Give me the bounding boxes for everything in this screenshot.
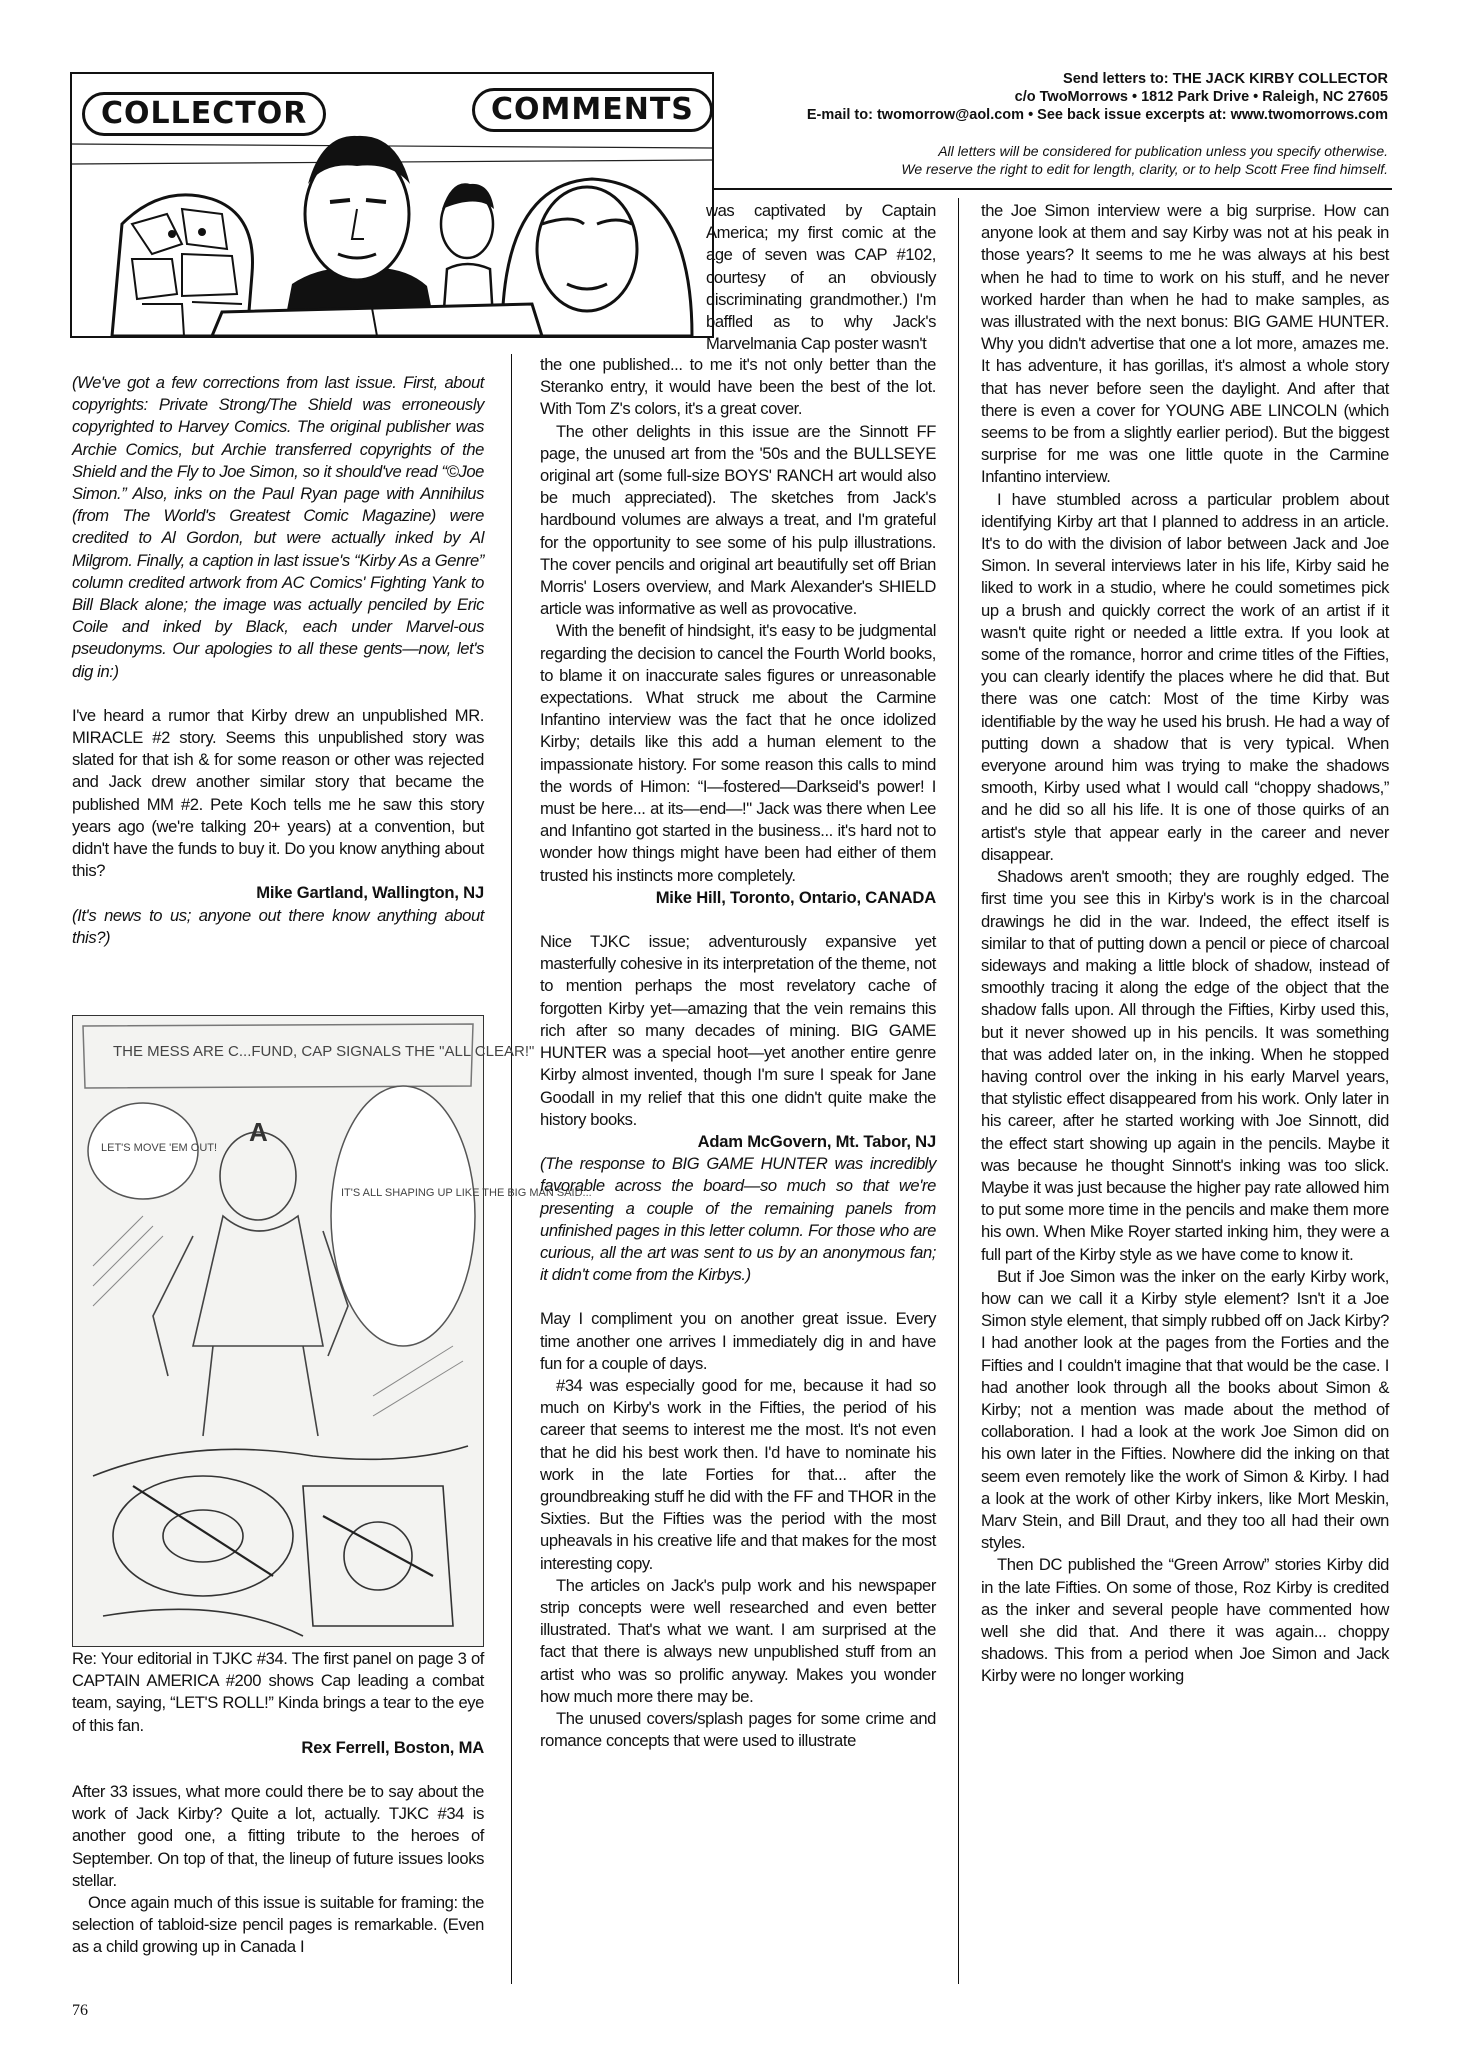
send-letters-block (720, 70, 1388, 124)
signature-ferrell: Rex Ferrell, Boston, MA (301, 1737, 484, 1757)
art-balloon-left: LET'S MOVE 'EM OUT! (101, 1142, 218, 1154)
letter-ferrell: Re: Your editorial in TJKC #34. The first panel on page 3 of CAPTAIN AMERICA #200 shows Cap leading a combat team, saying, “LET'S ROLL!” Kinda brings a tear to the eye of this fan. (72, 1649, 484, 1735)
letter-hill-p3: With the benefit of hindsight, it's easy to be judgmental regarding the decision to cancel the Fourth World books, to blame it on inaccurate sales figures or unreasonable expectations. What struck me about the Carmine Infantino interview was the fact that he once idolized Kirby; details like this add a human element to the impassionate history. For some reason this calls to mind the words of Himon: “I—fostered—Darkseid's power! I must be here... at its—end—!" Jack was there when Lee and Infantino got started in the business... it's hard not to wonder how things might have been had either of them trusted his instincts more completely. (540, 621, 936, 885)
letter-fifties-p3: The articles on Jack's pulp work and his newspaper strip concepts were well researched and even better illustrated. That's what we want. I am surprised at the fact that there is always new unpublished stuff from an artist who was so prolific anyway. Makes you wonder how much more there may be. (540, 1575, 936, 1706)
letter-fifties-p5: the Joe Simon interview were a big surprise. How can anyone look at them and say Kirby was not at his peak in those years? It seems to me he was always at his best when he had to time to work on his stuff, and he never worked harder than when he had to make samples, as was illustrated with the next bonus: BIG GAME HUNTER. Why you didn't advertise that one a lot more, amazes me. It has adventure, it has gorillas, it's almost a whole story that has never before seen the daylight. And after that there is even a cover for YOUNG ABE LINCOLN (which seems to be from a slightly earlier period). But the biggest surprise for me was one little quote in the Carmine Infantino interview. (981, 201, 1389, 487)
svg-text:A: A (249, 1117, 268, 1147)
letter-fifties-p7: Shadows aren't smooth; they are roughly edged. The first time you see this in Kirby's work is in the charcoal drawings he did in the war. Indeed, the effect itself is similar to that of putting down a pencil or piece of charcoal sideways and making a little block of shadow, instead of smoothly tracing it along the edge of the object that the shadow falls upon. All through the Fifties, Kirby used this, but it never showed up in his pencils. It was something that was added later on, in the inking. When he stopped having control over the inking in his early Marvel years, that stylistic effect disappeared from his work. Only later in his career, after he started working with Joe Sinnott, did the effect start showing up again in the pencils. Maybe it was because he thought Sinnott's inking was too slick. Maybe it was just because the higher pay rate allowed him to put some more time in the pencils and make them more his own. When Mike Royer started inking him, they were a full part of the Kirby style as we have come to know it. (981, 867, 1389, 1264)
column-1 (72, 372, 484, 949)
art-balloon-right: IT'S ALL SHAPING UP LIKE THE BIG MAN SAID... (341, 1187, 592, 1199)
policy-line-2: We reserve the right to edit for length, clarity, or to help Scott Free find himself. (901, 161, 1388, 177)
letter-fifties-p2: #34 was especially good for me, because it had so much on Kirby's work in the Fifties, the period of his career that seems to interest me the most. It's not even that he did his best work then. I'd have to nominate his work in the late Forties for that... after the groundbreaking stuff he did with the FF and THOR in the Sixties. But the Fifties was the period with the most upheavals in his creative life and that makes for the most interesting copy. (540, 1375, 936, 1573)
column-3 (981, 200, 1389, 1688)
letter-fifties-p9: Then DC published the “Green Arrow” stories Kirby did in the late Fifties. On some of those, Roz Kirby is credited as the inker and several people have commented how well she did that. And there it was again... choppy shadows. This from a period when Joe Simon and Jack Kirby were no longer working (981, 1555, 1389, 1686)
letter-canada-p2: Once again much of this issue is suitable for framing: the selection of tabloid-size pencil pages is remarkable. (Even as a child growing up in Canada I (72, 1893, 484, 1957)
column-2-top (706, 200, 936, 355)
reply-mcgovern: (The response to BIG GAME HUNTER was incredibly favorable across the board—so much so that we're presenting a couple of the remaining panels from unfinished pages in this letter column. For those who are curious, all the art was sent to us by an anonymous fan; it didn't come from the Kirbys.) (540, 1154, 936, 1285)
letter-mcgovern: Nice TJKC issue; adventurously expansive yet masterfully cohesive in its interpretation of the theme, not to mention perhaps the most revelatory cache of forgotten Kirby yet—amazing that the vein remains this rich after so many decades of mining. BIG GAME HUNTER was a special hoot—yet another entire genre Kirby almost invented, though I'm sure I speak for Jane Goodall in my relief that this one didn't quite make the history books. (540, 932, 936, 1129)
send-letters-line-2: c/o TwoMorrows • 1812 Park Drive • Raleigh, NC 27605 (1014, 89, 1388, 105)
pencil-illustration (73, 1016, 592, 1646)
art-caption-text: THE MESS ARE C...FUND, CAP SIGNALS THE "ALL CLEAR!" (113, 1043, 535, 1060)
letter-gartland: I've heard a rumor that Kirby drew an unpublished MR. MIRACLE #2 story. Seems this unpublished story was slated for that ish & for some reason or other was rejected and Jack drew another similar story that became the published MM #2. Pete Koch tells me he saw this story years ago (we're talking 20+ years) at a convention, but didn't have the funds to buy it. Do you know anything about this? (72, 705, 484, 881)
letter-hill-start: was captivated by Captain America; my first comic at the age of seven was CAP #102, courtesy of an obviously discriminating grandmother.) I'm baffled as to why Jack's Marvelmania Cap poster wasn't (706, 201, 936, 354)
letters-policy-note (720, 142, 1388, 178)
signature-hill: Mike Hill, Toronto, Ontario, CANADA (655, 887, 936, 907)
letter-hill-p1: the one published... to me it's not only better than the Steranko entry, it would have been the best of the lot. With Tom Z's colors, it's a great cover. (540, 355, 936, 419)
letter-fifties-p6: I have stumbled across a particular problem about identifying Kirby art that I planned to address in an article. It's to do with the division of labor between Jack and Joe Simon. In several interviews later in his life, Kirby said he liked to work in a studio, where he could sometimes pick up a brush and quickly correct the work of an artist if it wasn't quite right or needed a little extra. If you look at some of the romance, horror and crime titles of the Fifties, you can clearly identify the places where he did that. But there was one catch: Most of the time Kirby was identifiable by the way he used his brush. He had a way of putting down a shadow that is very typical. When everyone around him was trying to make the shadows smooth, Kirby used what I would call “choppy shadows,” and he did so all his life. It is one of those quirks of an artist's style that appear early in the career and never disappear. (981, 489, 1389, 864)
send-letters-line-3: E-mail to: twomorrow@aol.com • See back issue excerpts at: www.twomorrows.com (806, 107, 1388, 123)
letter-fifties-p4: The unused covers/splash pages for some crime and romance concepts that were used to illustrate (540, 1708, 936, 1751)
policy-line-1: All letters will be considered for publication unless you specify otherwise. (938, 143, 1388, 159)
captain-america-pencil-art (72, 1015, 592, 1647)
page-number: 76 (72, 2002, 88, 2019)
letter-canada-p1: After 33 issues, what more could there be to say about the work of Jack Kirby? Quite a lot, actually. TJKC #34 is another good one, a fitting tribute to the heroes of September. On top of that, the lineup of future issues looks stellar. (72, 1782, 484, 1890)
column-divider-2 (958, 198, 959, 1984)
column-1-lower (72, 1648, 484, 1959)
header-rule (712, 188, 1392, 190)
column-divider-1 (511, 354, 512, 1984)
letter-hill-p2: The other delights in this issue are the Sinnott FF page, the unused art from the '50s and the BULLSEYE original art (some full-size BOYS' RANCH art would also be much appreciated). The sketches from Jack's hardbound volumes are always a treat, and I'm grateful for the opportunity to see some of his pulp illustrations. The cover pencils and original art beautifully set off Brian Morris' Losers overview, and Mark Alexander's SHIELD article was informative as well as provocative. (540, 421, 936, 619)
letter-fifties-p1: May I compliment you on another great issue. Every time another one arrives I immediately dig in and have fun for a couple of days. (540, 1309, 936, 1373)
signature-gartland: Mike Gartland, Wallington, NJ (256, 883, 484, 903)
letter-fifties-p8: But if Joe Simon was the inker on the early Kirby work, how can we call it a Kirby style element? Isn't it a Joe Simon style element, that simply rubbed off on Jack Kirby? I had another look at the pages from the Forties and the Fifties and I couldn't imagine that that would be the case. I had another look through all the books about Simon & Kirby; not a mention was made about the method of collaboration. I had a look at the work Joe Simon did on his own later in the Fifties. Nowhere did the inking on that seem even remotely like the work of Simon & Kirby. I had a look at the work of other Kirby inkers, like Mort Meskin, Marv Stein, and Bill Draut, and they too all had their own styles. (981, 1266, 1389, 1553)
signature-mcgovern: Adam McGovern, Mt. Tabor, NJ (697, 1131, 936, 1151)
send-letters-line-1: Send letters to: THE JACK KIRBY COLLECTOR (1063, 71, 1388, 87)
header-comic-art (70, 72, 714, 338)
collector-title: COLLECTOR (82, 92, 326, 136)
reply-gartland: (It's news to us; anyone out there know anything about this?) (72, 905, 484, 947)
comments-title: COMMENTS (472, 88, 713, 132)
editorial-note: (We've got a few corrections from last issue. First, about copyrights: Private Strong/The Shield was erroneously copyrighted to Harvey Comics. The original publisher was Archie Comics, but Archie transferred copyrights of the Shield and the Fly to Joe Simon, so it should've read “©Joe Simon.” Also, inks on the Paul Ryan page with Annihilus (from The World's Greatest Comic Magazine) were credited to Al Gordon, but were actually inked by Al Milgrom. Finally, a caption in last issue's “Kirby As a Genre” column credited artwork from AC Comics' Fighting Yank to Bill Black alone; the image was actually penciled by Eric Coile and inked by Black, each under Marvel-ous pseudonyms. Our apologies to all these gents—now, let's dig in:) (72, 373, 484, 681)
column-2 (540, 354, 936, 1752)
